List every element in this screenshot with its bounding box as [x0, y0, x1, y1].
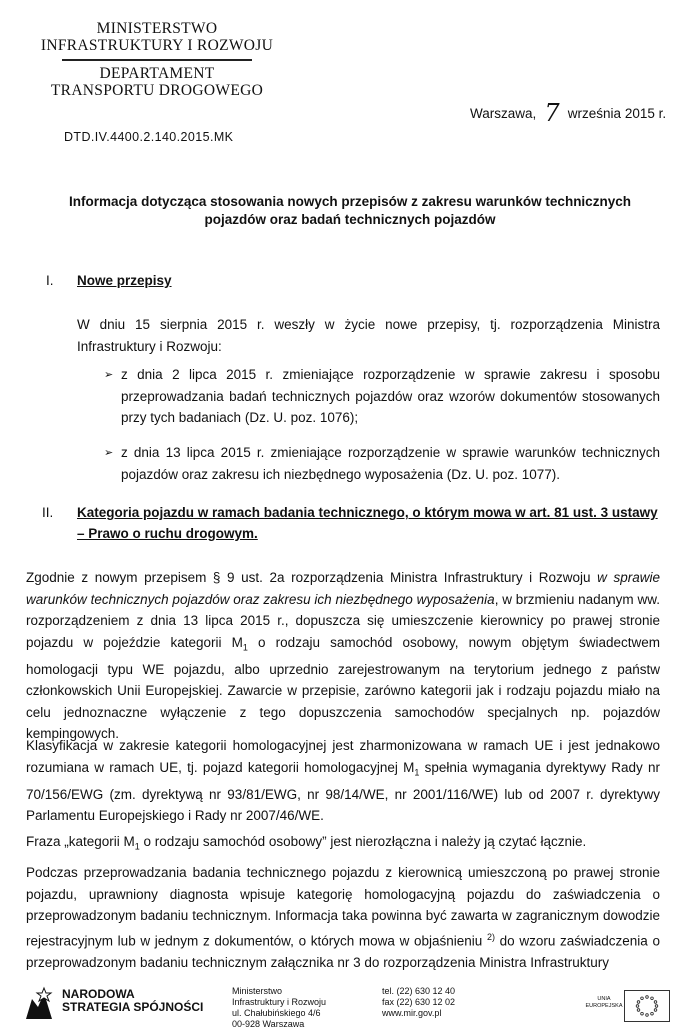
subscript: 1 [242, 642, 248, 653]
eu-flag-icon [624, 990, 670, 1022]
place: Warszawa, [470, 106, 537, 121]
body-paragraph-2 [26, 735, 660, 827]
eu-label [585, 996, 623, 1009]
month-year: września 2015 r. [567, 106, 667, 121]
ministry-name-line1: MINISTERSTWO [96, 20, 218, 37]
ministry-header [22, 20, 292, 99]
eu-label-line: UNIA [597, 996, 611, 1002]
body-paragraph-1 [26, 567, 660, 745]
footer-address [232, 986, 326, 1030]
fax: fax (22) 630 12 02 [382, 997, 456, 1007]
body-paragraph-3 [26, 831, 660, 858]
reference-number: DTD.IV.4400.2.140.2015.MK [64, 130, 234, 144]
address-line: Ministerstwo [232, 986, 283, 996]
text-run: spełnia wymagania dyrektywy Rady nr 70/156/EWG (zm. dyrektywą nr 93/81/EWG, nr 98/14/WE, nr 2001/116/WE) lub od 2007 r. dyrektywy Parlamentu Europejskiego i Rady nr 2007/46/WE. [26, 759, 660, 824]
website-link[interactable]: www.mir.gov.pl [382, 1008, 442, 1018]
body-paragraph-4 [26, 862, 660, 973]
text-run: , w brzmieniu nadanym ww. rozporządzeniem z dnia 13 lipca 2015 r., dopuszcza się umieszczenie kierownicy po prawej stronie pojazdu w pojeździe kategorii M [26, 591, 660, 650]
address-line: 00-928 Warszawa [232, 1019, 305, 1029]
strategy-logo-text [62, 988, 203, 1014]
section1-number: I. [46, 273, 54, 288]
logo-line: NARODOWA [62, 987, 135, 1001]
text-run: Klasyfikacja w zakresie kategorii homologacyjnej jest zharmonizowana w ramach UE i jest jednakowo rozumiana w ramach UE, tj. pojazd kategorii homologacyjnej M [26, 738, 660, 775]
section2-heading: Kategoria pojazdu w ramach badania technicznego, o którym mowa w art. 81 ust. 3 ustawy – Prawo o ruchu drogowym. [77, 505, 658, 541]
section1-heading: Nowe przepisy [77, 273, 172, 288]
bullet-text: z dnia 13 lipca 2015 r. zmieniające rozporządzenie w sprawie warunków technicznych pojazdów oraz zakresu ich niezbędnego wyposażenia (Dz. U. poz. 1077). [121, 445, 660, 482]
handwritten-day: 7 [544, 99, 560, 127]
logo-line: STRATEGIA SPÓJNOŚCI [62, 1000, 204, 1014]
strategy-logo-icon [22, 985, 58, 1021]
footer-contact [382, 986, 455, 1019]
subscript: 1 [414, 767, 420, 778]
subscript: 1 [134, 841, 140, 852]
bullet-text: z dnia 2 lipca 2015 r. zmieniające rozporządzenie w sprawie zakresu i sposobu przeprowadzania badań technicznych pojazdów oraz wzorów dokumentów stosowanych przy tych badaniach (Dz. U. poz. 1076); [121, 367, 660, 425]
text-run: Podczas przeprowadzania badania technicznego pojazdu z kierownicą umieszczoną po prawej stronie pojazdu, uprawniony diagnosta wpisuje kategorię homologacyjną pojazdu do zaświadczenia o przeprowadzonym badaniu technicznym. Informacja taka powinna być zawarta w zagranicznym dowodzie rejestracyjnym lub w jednym z dokumentów, o których mowa w objaśnieniu [26, 865, 660, 948]
address-line: ul. Chałubińskiego 4/6 [232, 1008, 321, 1018]
eu-label-line: EUROPEJSKA [585, 1002, 623, 1009]
list-item [104, 442, 660, 485]
arrow-bullet-icon: ➢ [104, 447, 114, 459]
section2-number: II. [42, 505, 54, 520]
text-run: Zgodnie z nowym przepisem § 9 ust. 2a rozporządzenia Ministra Infrastruktury i Rozwoju [26, 570, 598, 585]
text-run: do wzoru zaświadczenia o przeprowadzonym badaniu technicznym załącznika nr 3 do rozporządzenia Ministra Infrastruktury [26, 933, 660, 970]
title-line1: Informacja dotycząca stosowania nowych przepisów z zakresu warunków technicznych [69, 194, 631, 209]
list-item [104, 364, 660, 429]
department-name-line2: TRANSPORTU DROGOWEGO [50, 81, 264, 99]
ministry-name-line2: INFRASTRUKTURY I ROZWOJU [40, 37, 274, 54]
arrow-bullet-icon: ➢ [104, 369, 114, 381]
phone: tel. (22) 630 12 40 [382, 986, 456, 996]
place-and-date [470, 96, 667, 127]
text-run: Fraza „kategorii M [26, 834, 135, 849]
title-line2: pojazdów oraz badań technicznych pojazdów [204, 212, 496, 227]
text-run: o rodzaju samochód osobowy, nowym objętym świadectwem homologacji typu WE pojazdu, albo uprzednio zarejestrowanym na terytorium jednego z państw członkowskich Unii Europejskiej. Zawarcie w przepisie, zarówno kategorii jak i rodzaju pojazdu miało na celu jednoznaczne wyłączenie z tego dopuszczenia samochodów specjalnych np. pojazdów kempingowych. [26, 634, 660, 742]
header-divider [62, 59, 252, 61]
address-line: Infrastruktury i Rozwoju [232, 997, 327, 1007]
text-run: o rodzaju samochód osobowy” jest nierozłączna i należy ją czytać łącznie. [139, 834, 587, 849]
text-run-italic: w sprawie warunków technicznych pojazdów oraz zakresu ich niezbędnego wyposażenia [26, 570, 660, 607]
department-name-line1: DEPARTAMENT [99, 64, 215, 82]
section1-intro: W dniu 15 sierpnia 2015 r. weszły w życie nowe przepisy, tj. rozporządzenia Ministra Infrastruktury i Rozwoju: [77, 317, 660, 354]
document-title [40, 193, 660, 229]
superscript: 2) [486, 931, 495, 942]
